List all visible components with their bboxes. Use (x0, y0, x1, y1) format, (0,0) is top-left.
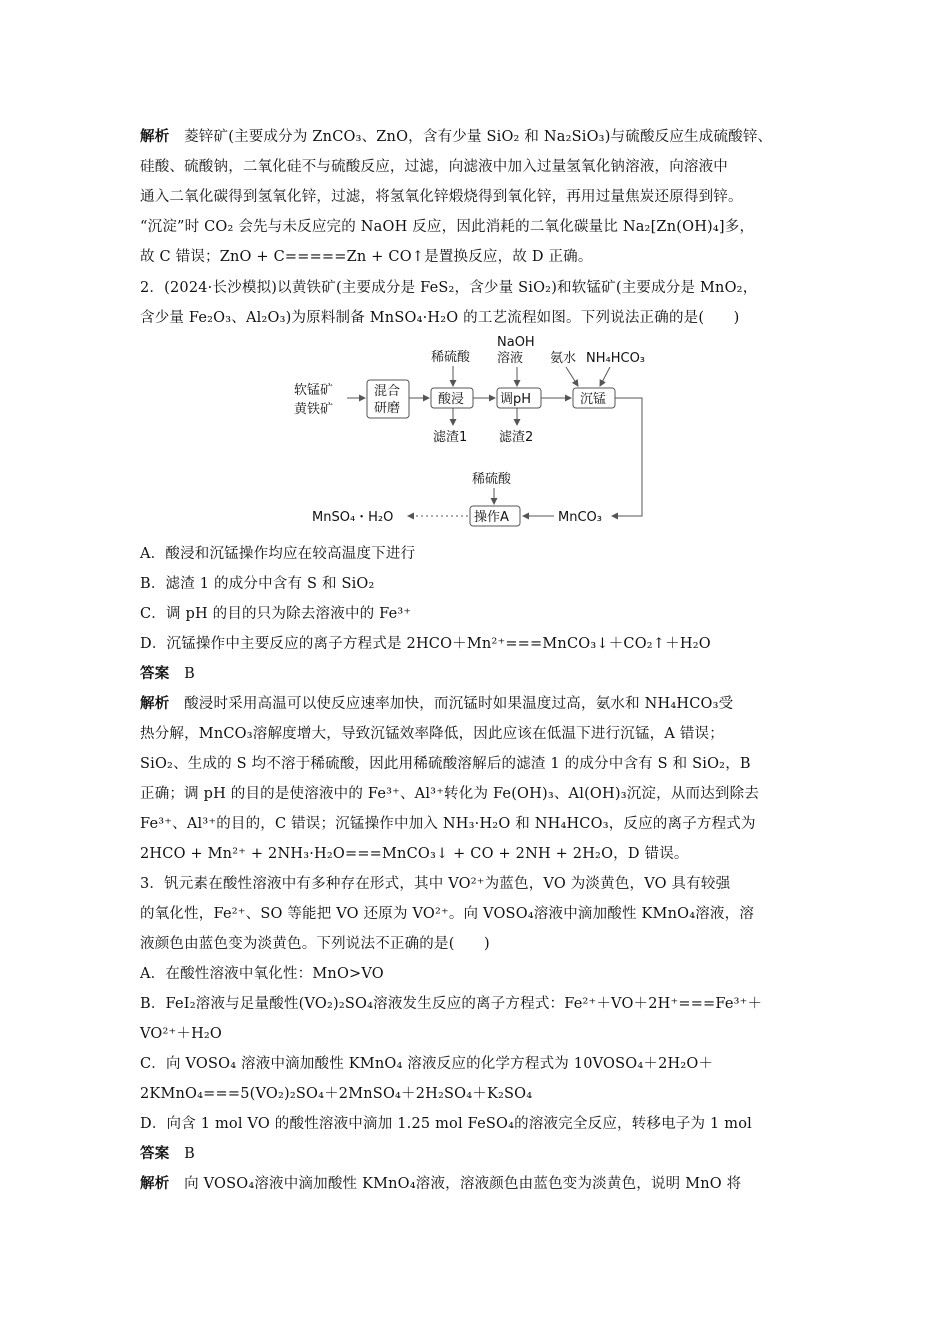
line-text: 3．钒元素在酸性溶液中有多种存在形式，其中 VO²⁺为蓝色，VO 为淡黄色，VO 具有较强 (140, 876, 731, 892)
text-line (140, 934, 815, 954)
line-text: 含少量 Fe₂O₃、Al₂O₃)为原料制备 MnSO₄·H₂O 的工艺流程如图。下列说法正确的是( ) (140, 310, 740, 326)
text-line (140, 1144, 815, 1164)
text-line (140, 157, 815, 177)
text-line (140, 1084, 815, 1104)
text-line (140, 544, 815, 564)
text-line (140, 1174, 815, 1194)
text-line (140, 187, 815, 207)
text-line (140, 1054, 815, 1074)
line-text: 故 C 错误；ZnO + C=====Zn + CO↑是置换反应，故 D 正确。 (140, 249, 593, 265)
text-line (140, 694, 815, 714)
flow-reagent-ammonia: 氨水 (550, 351, 577, 366)
line-text: 菱锌矿(主要成分为 ZnCO₃、ZnO，含有少量 SiO₂ 和 Na₂SiO₃)与硫酸反应生成硫酸锌、 (184, 129, 773, 145)
line-text: 通入二氧化碳得到氢氧化锌，过滤，将氢氧化锌煅烧得到氧化锌，再用过量焦炭还原得到锌。 (140, 189, 743, 205)
line-text: 向 VOSO₄溶液中滴加酸性 KMnO₄溶液，溶液颜色由蓝色变为淡黄色，说明 MnO 将 (184, 1176, 742, 1192)
flow-input-pyrolusite: 软锰矿 (294, 383, 334, 398)
line-text: SiO₂、生成的 S 均不溶于稀硫酸，因此用稀硫酸溶解后的滤渣 1 的成分中含有 S 和 SiO₂，B (140, 756, 751, 772)
flow-step-mix-line1: 混合 (374, 384, 401, 399)
line-text: B (184, 1146, 195, 1162)
line-text: “沉淀”时 CO₂ 会先与未反应完的 NaOH 反应，因此消耗的二氧化碳量比 Na₂[Zn(OH)₄]多， (140, 219, 755, 235)
text-line (140, 664, 815, 684)
flow-step-leach-label: 酸浸 (438, 392, 465, 407)
line-text: B．滤渣 1 的成分中含有 S 和 SiO₂ (140, 576, 375, 592)
text-line (140, 904, 815, 924)
text-line (140, 754, 815, 774)
text-line (140, 127, 815, 147)
process-flowchart (290, 333, 670, 533)
section-label: 解析 (140, 128, 170, 145)
flow-reagent-acid: 稀硫酸 (431, 350, 471, 365)
section-label: 答案 (140, 1145, 170, 1162)
text-line (140, 724, 815, 744)
line-text: 正确；调 pH 的目的是使溶液中的 Fe³⁺、Al³⁺转化为 Fe(OH)₃、Al(OH)₃沉淀，从而达到除去 (140, 786, 760, 802)
line-text: D．向含 1 mol VO 的酸性溶液中滴加 1.25 mol FeSO₄的溶液完全反应，转移电子为 1 mol (140, 1116, 752, 1132)
line-text: 2KMnO₄===5(VO₂)₂SO₄＋2MnSO₄＋2H₂SO₄＋K₂SO₄ (140, 1086, 533, 1102)
flow-reagent-naoh-1: NaOH (497, 335, 535, 350)
line-text: C．向 VOSO₄ 溶液中滴加酸性 KMnO₄ 溶液反应的化学方程式为 10VOSO₄＋2H₂O＋ (140, 1056, 714, 1072)
line-text: 酸浸时采用高温可以使反应速率加快，而沉锰时如果温度过高，氨水和 NH₄HCO₃受 (184, 696, 734, 712)
line-text: A．在酸性溶液中氧化性：MnO>VO (140, 966, 384, 982)
line-text: 热分解，MnCO₃溶解度增大，导致沉锰效率降低，因此应该在低温下进行沉锰，A 错误； (140, 726, 724, 742)
flow-reagent-naoh-2: 溶液 (497, 351, 524, 366)
line-text: A．酸浸和沉锰操作均应在较高温度下进行 (140, 546, 416, 562)
line-text: C．调 pH 的目的只为除去溶液中的 Fe³⁺ (140, 606, 412, 622)
flow-step-precip-label: 沉锰 (580, 392, 607, 407)
section-label: 答案 (140, 665, 170, 682)
flow-step-ph-label: 调pH (500, 392, 532, 407)
line-text: B (184, 666, 195, 682)
section-label: 解析 (140, 1175, 170, 1192)
text-line (140, 247, 815, 267)
text-line (140, 964, 815, 984)
text-line (140, 1114, 815, 1134)
text-line (140, 814, 815, 834)
line-text: D．沉锰操作中主要反应的离子方程式是 2HCO＋Mn²⁺===MnCO₃↓＋CO₂↑＋H₂O (140, 636, 711, 652)
flow-mnco3: MnCO₃ (558, 510, 602, 525)
line-text: 的氧化性，Fe²⁺、SO 等能把 VO 还原为 VO²⁺。向 VOSO₄溶液中滴加酸性 KMnO₄溶液，溶 (140, 906, 755, 922)
line-text: B．FeI₂溶液与足量酸性(VO₂)₂SO₄溶液发生反应的离子方程式：Fe²⁺＋VO＋2H⁺===Fe³⁺＋ (140, 996, 763, 1012)
text-line (140, 574, 815, 594)
text-line (140, 874, 815, 894)
line-text: 硅酸、硫酸钠，二氧化硅不与硫酸反应，过滤，向滤液中加入过量氢氧化钠溶液，向溶液中 (140, 159, 728, 175)
flow-reagent-acid2: 稀硫酸 (472, 472, 512, 487)
text-line (140, 784, 815, 804)
line-text: 2．(2024·长沙模拟)以黄铁矿(主要成分是 FeS₂，含少量 SiO₂)和软锰矿(主要成分是 MnO₂， (140, 280, 758, 296)
flow-input-pyrite: 黄铁矿 (294, 402, 334, 417)
flow-step-operation-a-label: 操作A (474, 510, 509, 525)
line-text: 液颜色由蓝色变为淡黄色。下列说法不正确的是( ) (140, 936, 490, 952)
flow-reagent-nh4hco3: NH₄HCO₃ (586, 351, 646, 366)
text-line (140, 278, 815, 298)
text-line (140, 1024, 815, 1044)
line-text: VO²⁺＋H₂O (140, 1026, 223, 1042)
text-line (140, 994, 815, 1014)
text-line (140, 604, 815, 624)
flow-step-mix-line2: 研磨 (374, 401, 401, 416)
section-label: 解析 (140, 695, 170, 712)
flow-residue-2: 滤渣2 (499, 430, 534, 445)
line-text: Fe³⁺、Al³⁺的目的，C 错误；沉锰操作中加入 NH₃·H₂O 和 NH₄HCO₃，反应的离子方程式为 (140, 816, 756, 832)
text-line (140, 308, 815, 328)
flow-residue-1: 滤渣1 (433, 430, 468, 445)
text-line (140, 217, 815, 237)
text-line (140, 634, 815, 654)
flow-product: MnSO₄・H₂O (312, 510, 394, 525)
line-text: 2HCO + Mn²⁺ + 2NH₃·H₂O===MnCO₃↓ + CO + 2NH + 2H₂O，D 错误。 (140, 846, 689, 862)
text-line (140, 844, 815, 864)
